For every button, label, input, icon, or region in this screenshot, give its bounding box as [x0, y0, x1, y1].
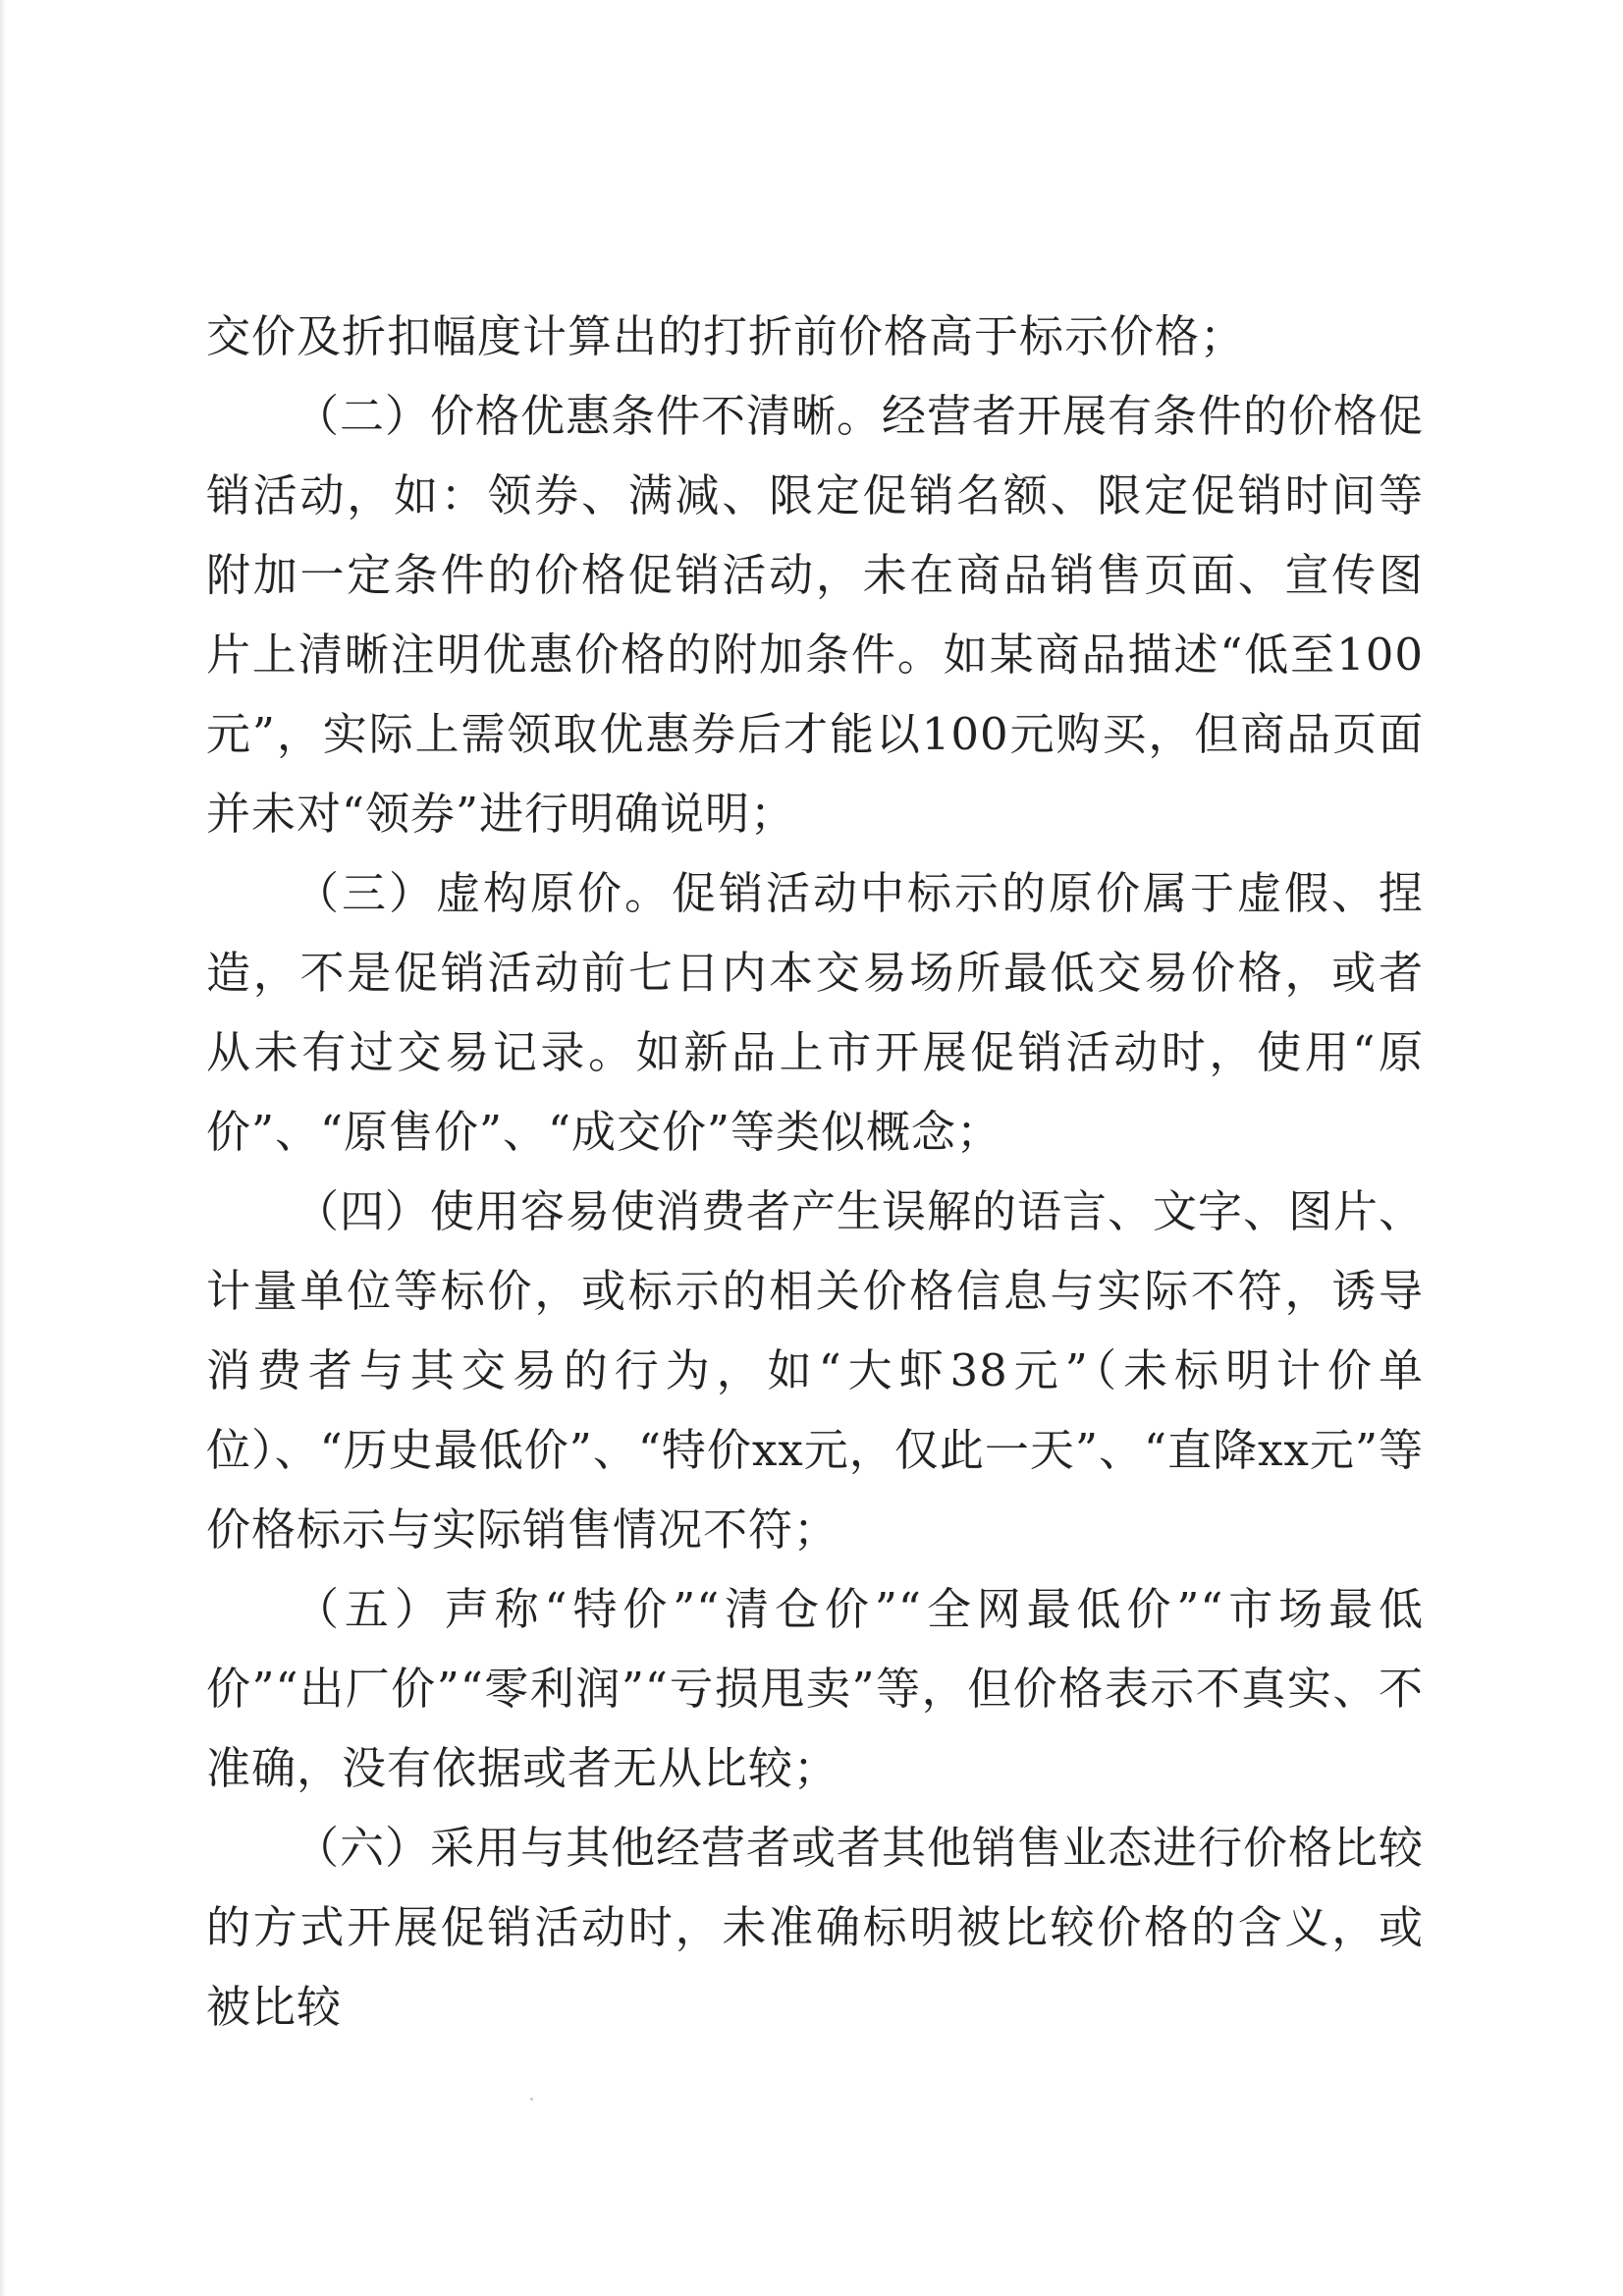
document-body — [206, 297, 1424, 2047]
scan-dust-mark — [530, 2098, 533, 2101]
paragraph-item-6: （六）采用与其他经营者或者其他销售业态进行价格比较的方式开展促销活动时，未准确标明被比较价格的含义，或被比较 — [206, 1822, 1425, 2033]
paragraph-continuation: 交价及折扣幅度计算出的打折前价格高于标示价格； — [206, 310, 1246, 362]
paragraph-item-3: （三）虚构原价。促销活动中标示的原价属于虚假、捏造，不是促销活动前七日内本交易场所最低交易价格，或者从未有过交易记录。如新品上市开展促销活动时，使用“原价”、“原售价”、“成交价”等类似概念； — [206, 867, 1424, 1158]
paragraph-item-4: （四）使用容易使消费者产生误解的语言、文字、图片、计量单位等标价，或标示的相关价格信息与实际不符，诱导消费者与其交易的行为，如“大虾38元”（未标明计价单位）、“历史最低价”、“特价xx元，仅此一天”、“直降xx元”等价格标示与实际销售情况不符； — [206, 1185, 1425, 1556]
paragraph-item-5: （五）声称“特价”“清仓价”“全网最低价”“市场最低价”“出厂价”“零利润”“亏损甩卖”等，但价格表示不真实、不准确，没有依据或者无从比较； — [206, 1583, 1424, 1794]
scan-edge-shadow — [0, 0, 6, 2296]
paragraph-item-2: （二）价格优惠条件不清晰。经营者开展有条件的价格促销活动，如：领券、满减、限定促销名额、限定促销时间等附加一定条件的价格促销活动，未在商品销售页面、宣传图片上清晰注明优惠价格的附加条件。如某商品描述“低至100元”，实际上需领取优惠券后才能以100元购买，但商品页面并未对“领券”进行明确说明； — [206, 390, 1425, 840]
